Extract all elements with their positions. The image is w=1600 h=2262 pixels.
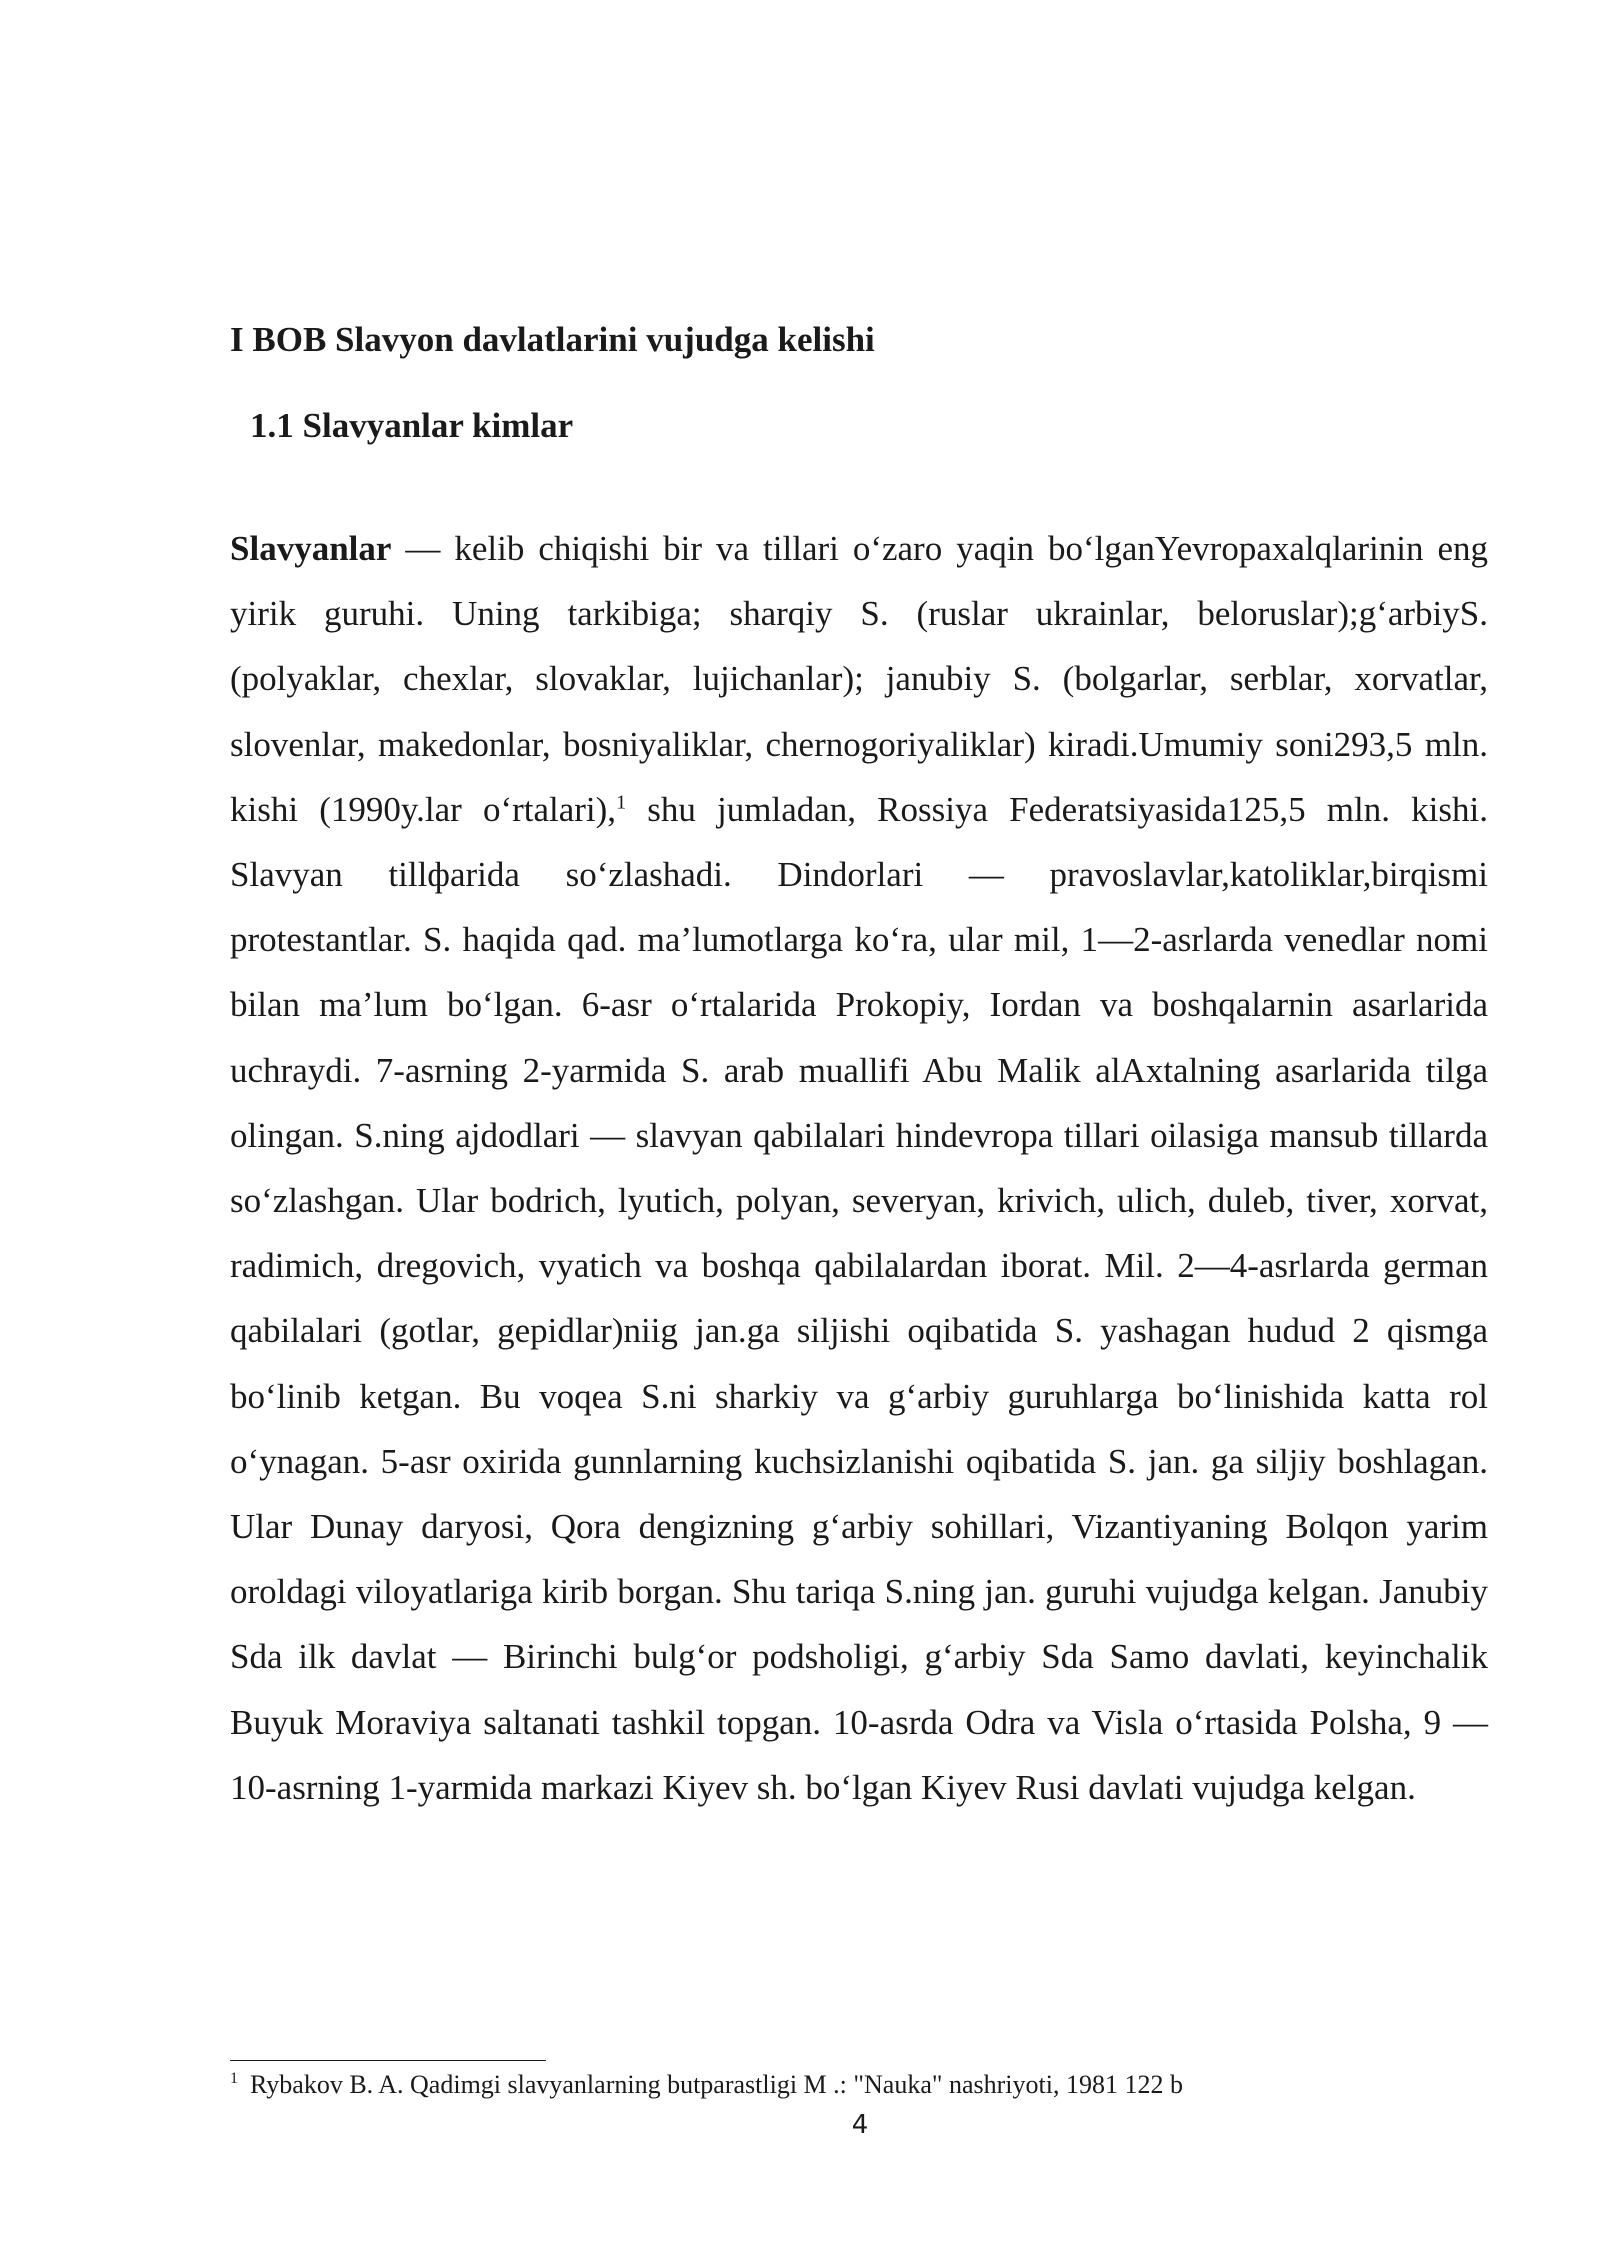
footnote-separator [230,2060,546,2061]
paragraph-text-part2: shu jumladan, Rossiya Federatsiyasida125,5 mln. kishi. Slavyan tillфarida so‘zlashadi. Dindorlari — pravoslavlar,katoliklar,birqismi protestantlar. S. haqida qad. ma’lumotlarga ko‘ra, ular mil, 1—2-asrlarda venedlar nomi bilan ma’lum bo‘lgan. 6-asr o‘rtalarida Prokopiy, Iordan va boshqalarnin asarlarida uchraydi. 7-asrning 2-yarmida S. arab muallifi Abu Malik alAxtalning asarlarida tilga olingan. S.ning ajdodlari — slavyan qabilalari hindevropa tillari oilasiga mansub tillarda so‘zlashgan. Ular bodrich, lyutich, polyan, severyan, krivich, ulich, duleb, tiver, xorvat, radimich, dregovich, vyatich va boshqa qabilalardan iborat. Mil. 2—4-asrlarda german qabilalari (gotlar, gepidlar)niig jan.ga siljishi oqibatida S. yashagan hudud 2 qismga bo‘linib ketgan. Bu voqea S.ni sharkiy va g‘arbiy guruhlarga bo‘linishida katta rol o‘ynagan. 5-asr oxirida gunnlarning kuchsizlanishi oqibatida S. jan. ga siljiy boshlagan. Ular Dunay daryosi, Qora dengizning g‘arbiy sohillari, Vizantiyaning Bolqon yarim oroldagi viloyatlariga kirib borgan. Shu tariqa S.ning jan. guruhi vujudga kelgan. Janubiy Sda ilk davlat — Birinchi bulg‘or podsholigi, g‘arbiy Sda Samo davlati, keyinchalik Buyuk Moraviya saltanati tashkil topgan. 10-asrda Odra va Visla o‘rtasida Polsha, 9 —10-asrning 1-yarmida markazi Kiyev sh. bo‘lgan Kiyev Rusi davlati vujudga kelgan. [230,789,1488,1807]
page-number: 4 [851,2110,869,2140]
lead-term: Slavyanlar [230,529,392,568]
body-paragraph [230,516,1488,1820]
footnote-text: Rybakov B. A. Qadimgi slavyanlarning butparastligi M .: "Nauka" nashriyoti, 1981 122 b [250,2070,1183,2099]
paragraph-text-part1: — kelib chiqishi bir va tillari o‘zaro yaqin bo‘lganYevropaxalqlarinin eng yirik guruhi. Uning tarkibiga; sharqiy S. (ruslar ukrainlar, beloruslar);g‘arbiyS. (polyaklar, chexlar, slovaklar, lujichanlar); janubiy S. (bolgarlar, serblar, xorvatlar, slovenlar, makedonlar, bosniyaliklar, chernogoriyaliklar) kiradi.Umumiy soni293,5 mln. kishi (1990y.lar o‘rtalari), [230,529,1488,829]
footnote-marker: 1 [230,2070,238,2088]
footnote [230,2068,1183,2102]
section-title: 1.1 Slavyanlar kimlar [250,406,574,445]
footnote-reference[interactable]: 1 [616,791,627,814]
chapter-title: I BOB Slavyon davlatlarini vujudga kelishi [230,320,875,359]
